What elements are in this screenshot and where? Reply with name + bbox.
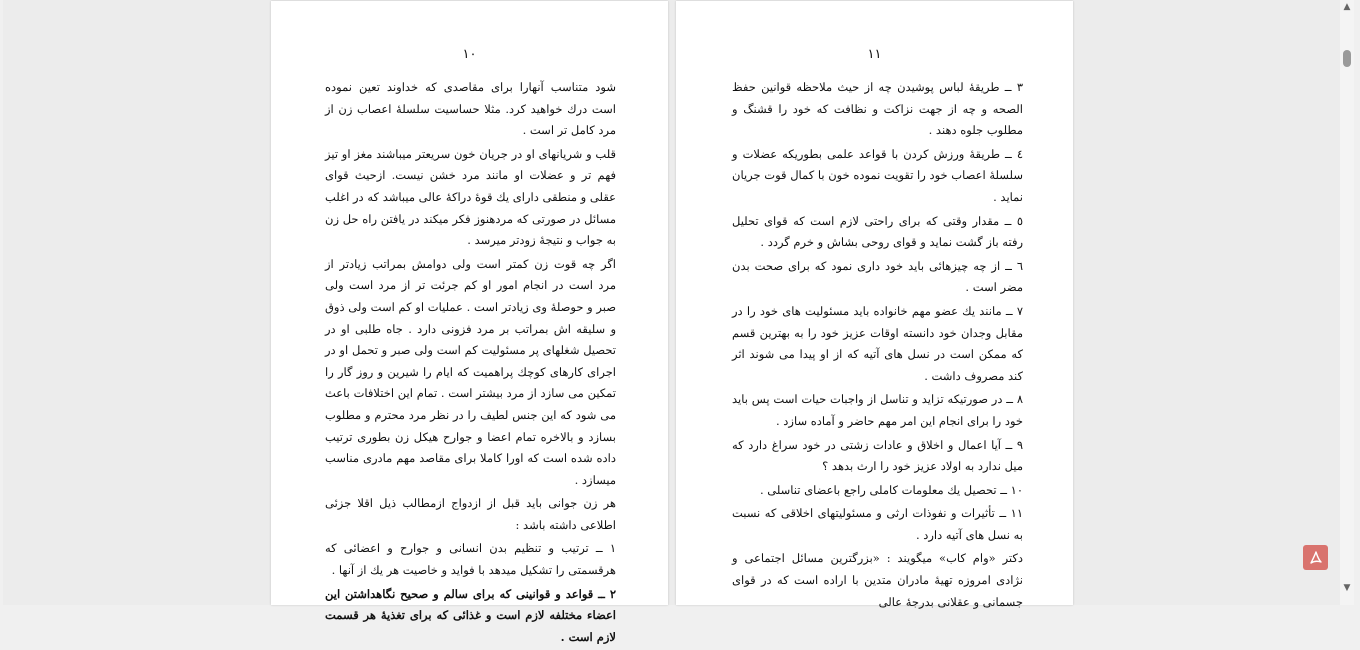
paragraph: ٥ ــ مقدار وقتی که برای راحتی لازم است که قوای تحلیل رفته باز گشت نماید و قوای روحی بشاش و خرم گردد .: [732, 213, 1023, 250]
scroll-up-arrow-icon[interactable]: ▲: [1343, 2, 1351, 12]
paragraph: ۱۱ ــ تأثیرات و نفوذات ارثی و مسئولیتهای اخلاقی که نسبت به نسل های آتیه دارد .: [732, 506, 1023, 542]
scroll-thumb[interactable]: [1343, 50, 1351, 67]
page-body: [732, 77, 1023, 615]
paragraph: ٤ ــ طریقهٔ ورزش کردن با قواعد علمی بطوریکه عضلات و سلسلهٔ اعصاب خود را تقویت نموده خون با کمال قوت جریان نماید .: [732, 146, 1023, 204]
adobe-acrobat-icon[interactable]: [1303, 545, 1328, 570]
page-number: ۱۱: [867, 47, 882, 62]
paragraph: ۹ ــ آیا اعمال و اخلاق و عادات زشتی در خود سراغ دارد که میل ندارد به اولاد عزیز خود را ارث بدهد ؟: [732, 437, 1023, 474]
paragraph: شود متناسب آنهارا برای مقاصدی که خداوند تعین نموده است درك خواهید کرد. مثلا حساسیت سلسلهٔ اعصاب زن از مرد کامل تر است .: [325, 80, 616, 138]
page-body: [325, 77, 616, 650]
scroll-down-arrow-icon[interactable]: ▼: [1343, 583, 1351, 593]
pdf-page-11: [676, 1, 1073, 609]
vertical-scrollbar[interactable]: [1340, 0, 1354, 605]
paragraph: ۱ ــ ترتیب و تنظیم بدن انسانی و جوارح و اعضائی که هرقسمتی را تشکیل میدهد با فواید و خاصیت هر یك از آنها .: [325, 541, 616, 578]
paragraph: ٦ ــ از چه چیزهائی باید خود داری نمود که برای صحت بدن مضر است .: [732, 258, 1023, 295]
paragraph: ۲ ــ قواعد و قوانینی که برای سالم و صحیح نگاهداشتن این اعضاء مختلفه لازم است و غذائی که برای تغذیهٔ هر قسمت لازم است .: [325, 586, 616, 644]
pdf-page-10: [271, 1, 668, 644]
paragraph: اگر چه قوت زن کمتر است ولی دوامش بمراتب زیادتر از مرد است در انجام امور او کم جرئت تر از مرد است ولی صبر و حوصلهٔ وی زیادتر است . عملیات او کم است ولی ذوق و سلیقه اش بمراتب بر مرد فزونی دارد . جاه طلبی او در تحصیل شغلهای پر مسئولیت کم است ولی صبر و تحمل او در اجرای کارهای کوچك پراهمیت که ایام را شیرین و روز گار را تمکین می سازد از مرد بیشتر است . تمام این اختلافات باعث می شود که این جنس لطیف را در نظر مرد محترم و مطلوب بسازد و بالاخره تمام اعضا و جوارح هیکل زن بطوری ترتیب داده شده است که اورا کاملا برای مقاصد مهم مادری مناسب میسازد .: [325, 256, 616, 487]
paragraph: ۸ ــ در صورتیکه تزاید و تناسل از واجبات حیات است پس باید خود را برای انجام این امر مهم حاضر و آماده سازد .: [732, 392, 1023, 428]
paragraph: ۷ ــ مانند یك عضو مهم خانواده باید مسئولیت های خود را در مقابل وجدان خود دانسته اوقات عزیز خود را به بهترین قسم که ممکن است در نسل های آتیه که از او پیدا می شوند اثر کند مصروف داشت .: [732, 303, 1023, 383]
paragraph: قلب و شریانهای او در جریان خون سریعتر میباشند مغز او تیز فهم تر و عضلات او مانند مرد خشن نیست. ازحیث قوای عقلی و منطقی دارای یك قوهٔ دراکهٔ عالی میباشد که در اغلب مسائل در صورتی که مردهنوز فکر میکند در یافتن راه حل زن به جواب و نتیجهٔ زودتر میرسد .: [325, 146, 616, 248]
acrobat-glyph-icon: [1308, 550, 1324, 566]
document-viewer[interactable]: [3, 0, 1340, 644]
page-number: ۱۰: [462, 47, 477, 62]
paragraph: ۳ ــ طریقهٔ لباس پوشیدن چه از حیث ملاحظه قوانین حفظ الصحه و چه از جهت نزاکت و نظافت که خود را قشنگ و مطلوب جلوه دهند .: [732, 80, 1023, 138]
paragraph: دکتر «وام کاب» میگویند : «بزرگترین مسائل اجتماعی و نژادی امروزه تهیهٔ مادران متدین با اراده است که در قوای جسمانی و عقلانی بدرجهٔ عالی: [732, 551, 1023, 609]
paragraph: هر زن جوانی باید قبل از ازدواج ازمطالب ذیل اقلا جزئی اطلاعی داشته باشد :: [325, 496, 616, 532]
paragraph: ۱۰ ــ تحصیل یك معلومات کاملی راجع باعضای تناسلی .: [759, 482, 1023, 497]
